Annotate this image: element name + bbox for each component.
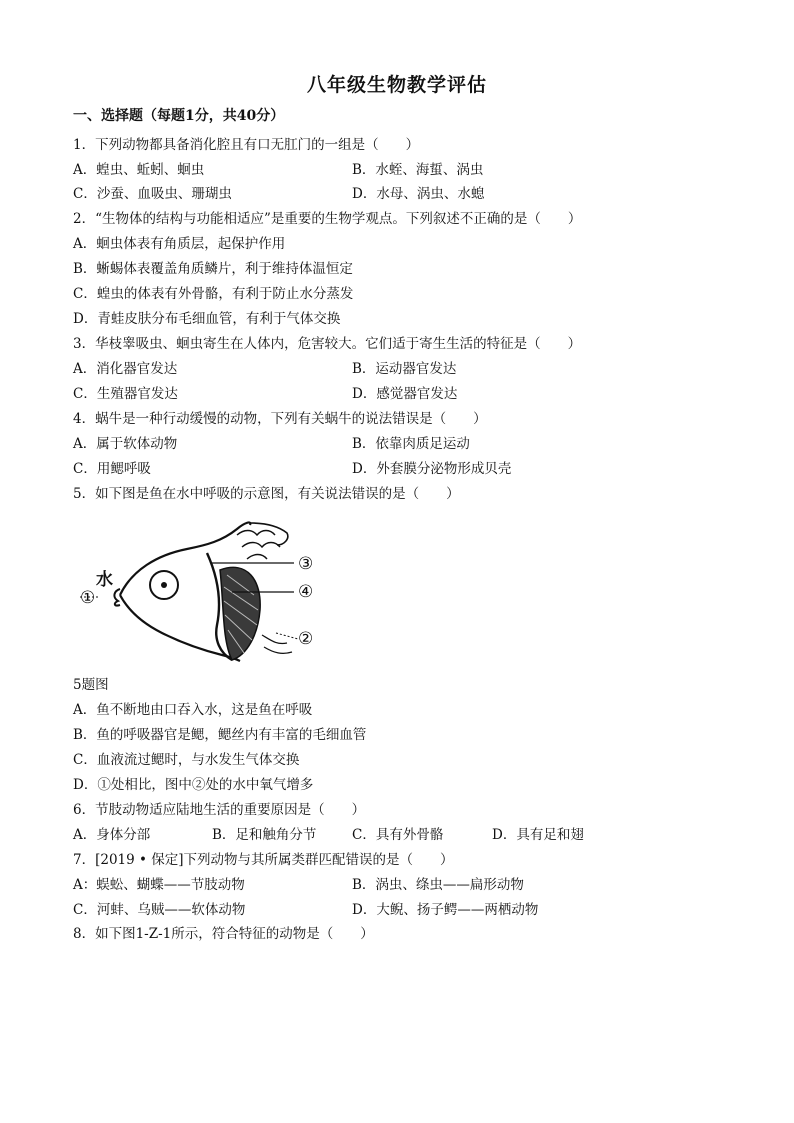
figure-label-1: ① (80, 588, 96, 608)
question-1-option-a: A．蝗虫、蚯蚓、蛔虫 (73, 162, 205, 178)
question-4-option-b: B．依靠肉质足运动 (352, 436, 470, 452)
question-2-option-d: D．青蛙皮肤分布毛细血管，有利于气体交换 (73, 311, 341, 327)
question-4-option-a: A．属于软体动物 (73, 436, 178, 452)
question-6-option-b: B．足和触角分节 (212, 827, 317, 843)
question-1-option-c: C．沙蚕、血吸虫、珊瑚虫 (73, 186, 232, 202)
figure-label-2: ② (298, 629, 314, 649)
question-6-option-c: C．具有外骨骼 (352, 827, 444, 843)
fish-breathing-diagram (72, 515, 332, 665)
question-2-option-c: C．蝗虫的体表有外骨骼，有利于防止水分蒸发 (73, 286, 354, 302)
figure-caption: 5题图 (73, 677, 109, 693)
figure-label-4: ④ (298, 582, 314, 602)
question-7-option-b: B．涡虫、绦虫——扁形动物 (352, 877, 524, 893)
question-5-option-b: B．鱼的呼吸器官是鳃，鳃丝内有丰富的毛细血管 (73, 727, 367, 743)
question-2-option-a: A．蛔虫体表有角质层，起保护作用 (73, 236, 286, 252)
question-6-option-a: A．身体分部 (73, 827, 151, 843)
section-heading: 一、选择题（每题1分，共40分） (73, 108, 285, 124)
question-3-stem: 3．华枝睾吸虫、蛔虫寄生在人体内，危害较大。它们适于寄生生活的特征是（ ） (73, 336, 582, 352)
question-5-option-c: C．血液流过鳃时，与水发生气体交换 (73, 752, 300, 768)
question-4-stem: 4．蜗牛是一种行动缓慢的动物，下列有关蜗牛的说法错误是（ ） (73, 411, 487, 427)
question-7-option-d: D．大鲵、扬子鳄——两栖动物 (352, 902, 539, 918)
question-4-option-c: C．用鳃呼吸 (73, 461, 151, 477)
question-7-option-a: A：蜈蚣、蝴蝶——节肢动物 (73, 877, 245, 893)
question-5-stem: 5．如下图是鱼在水中呼吸的示意图，有关说法错误的是（ ） (73, 486, 460, 502)
page-title: 八年级生物教学评估 (306, 74, 487, 96)
question-5-option-a: A．鱼不断地由口吞入水，这是鱼在呼吸 (73, 702, 313, 718)
question-2-option-b: B．蜥蜴体表覆盖角质鳞片，利于维持体温恒定 (73, 261, 353, 277)
question-1-stem: 1．下列动物都具备消化腔且有口无肛门的一组是（ ） (73, 137, 420, 153)
question-4-option-d: D．外套膜分泌物形成贝壳 (352, 461, 512, 477)
question-3-option-d: D．感觉器官发达 (352, 386, 458, 402)
question-3-option-c: C．生殖器官发达 (73, 386, 178, 402)
question-7-option-c: C．河蚌、乌贼——软体动物 (73, 902, 246, 918)
question-2-stem: 2．“生物体的结构与功能相适应”是重要的生物学观点。下列叙述不正确的是（ ） (73, 211, 582, 227)
question-6-stem: 6．节肢动物适应陆地生活的重要原因是（ ） (73, 802, 366, 818)
figure-label-water: 水 (96, 570, 113, 590)
question-5-option-d: D．①处相比，图中②处的水中氧气增多 (73, 777, 314, 793)
question-8-stem: 8．如下图1-Z-1所示，符合特征的动物是（ ） (73, 926, 374, 942)
question-6-option-d: D．具有足和翅 (492, 827, 584, 843)
question-7-stem: 7．[2019 • 保定]下列动物与其所属类群匹配错误的是（ ） (73, 852, 454, 868)
question-3-option-a: A．消化器官发达 (73, 361, 178, 377)
question-3-option-b: B．运动器官发达 (352, 361, 457, 377)
question-1-option-b: B．水蛭、海蜇、涡虫 (352, 162, 484, 178)
question-1-option-d: D．水母、涡虫、水螅 (352, 186, 485, 202)
figure-label-3: ③ (298, 554, 314, 574)
